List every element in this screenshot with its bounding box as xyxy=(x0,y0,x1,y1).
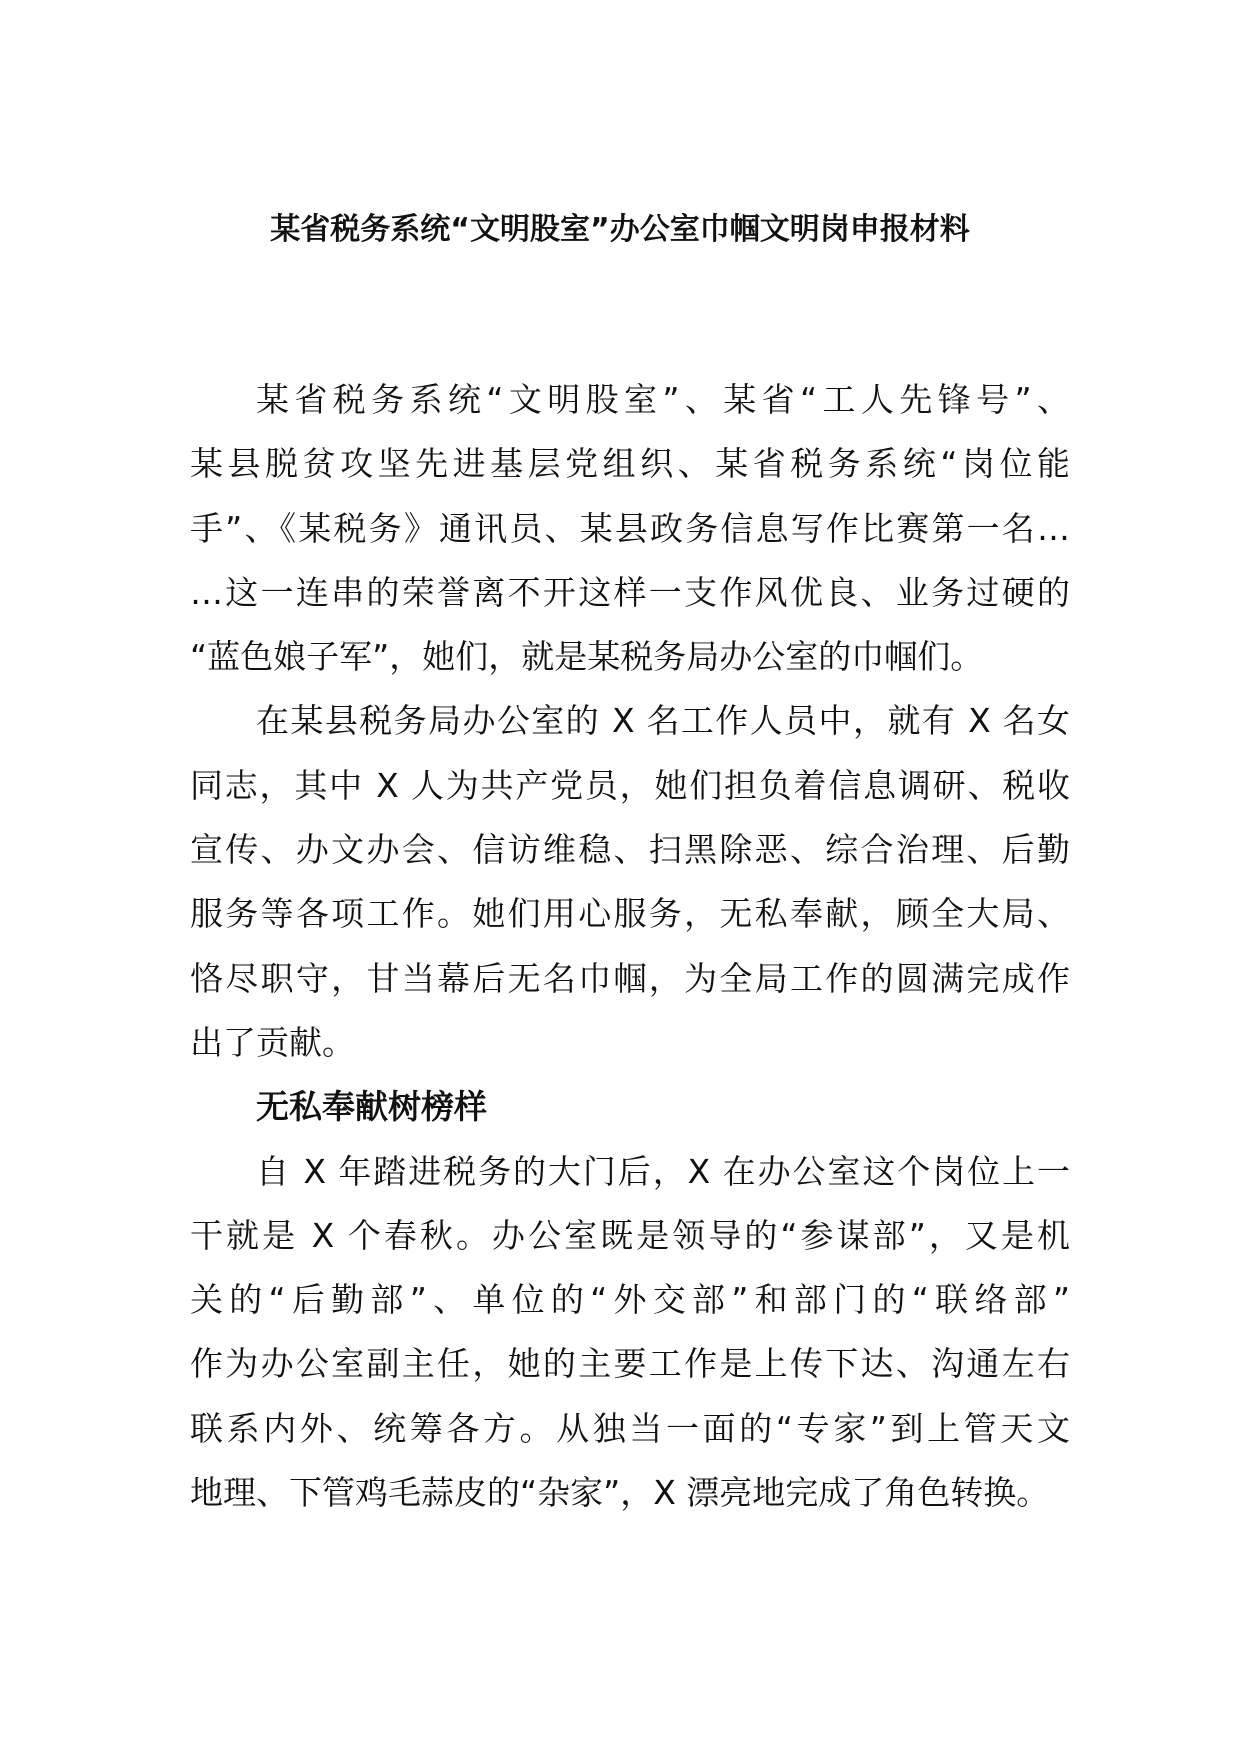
paragraph-2-line-4: 服务等各项工作。她们用心服务，无私奉献，顾全大局、 xyxy=(190,894,1070,934)
paragraph-1-line-2: 某县脱贫攻坚先进基层党组织、某省税务系统“岗位能 xyxy=(190,444,1070,484)
document-body xyxy=(190,368,1070,1525)
paragraph-2-line-3: 宣传、办文办会、信访维稳、扫黑除恶、综合治理、后勤 xyxy=(190,830,1070,870)
paragraph-1-line-3: 手”、《某税务》通讯员、某县政务信息写作比赛第一名… xyxy=(190,508,1070,548)
document-title: 某省税务系统“文明股室”办公室巾帼文明岗申报材料 xyxy=(270,212,970,247)
paragraph-3-line-4: 作为办公室副主任，她的主要工作是上传下达、沟通左右 xyxy=(190,1344,1070,1384)
paragraph-3-line-6: 地理、下管鸡毛蒜皮的“杂家”，X 漂亮地完成了角色转换。 xyxy=(190,1473,1050,1513)
paragraph-1-line-4: …这一连串的荣誉离不开这样一支作风优良、业务过硬的 xyxy=(190,572,1070,612)
paragraph-3-line-2: 干就是 X 个春秋。办公室既是领导的“参谋部”，又是机 xyxy=(190,1215,1070,1255)
paragraph-2-line-6: 出了贡献。 xyxy=(190,1022,355,1062)
paragraph-2-line-2: 同志，其中 X 人为共产党员，她们担负着信息调研、税收 xyxy=(190,765,1070,805)
paragraph-2-line-5: 恪尽职守，甘当幕后无名巾帼，为全局工作的圆满完成作 xyxy=(190,958,1070,998)
paragraph-1-line-5: “蓝色娘子军”，她们，就是某税务局办公室的巾帼们。 xyxy=(190,637,984,677)
paragraph-2-line-1: 在某县税务局办公室的 X 名工作人员中，就有 X 名女 xyxy=(256,701,1070,741)
paragraph-3-line-1: 自 X 年踏进税务的大门后，X 在办公室这个岗位上一 xyxy=(256,1151,1070,1191)
paragraph-3-line-3: 关的“后勤部”、单位的“外交部”和部门的“联络部” xyxy=(190,1280,1070,1320)
section-heading: 无私奉献树榜样 xyxy=(256,1087,487,1127)
paragraph-3-line-5: 联系内外、统筹各方。从独当一面的“专家”到上管天文 xyxy=(190,1408,1070,1448)
paragraph-1-line-1: 某省税务系统“文明股室”、某省“工人先锋号”、 xyxy=(256,380,1070,419)
